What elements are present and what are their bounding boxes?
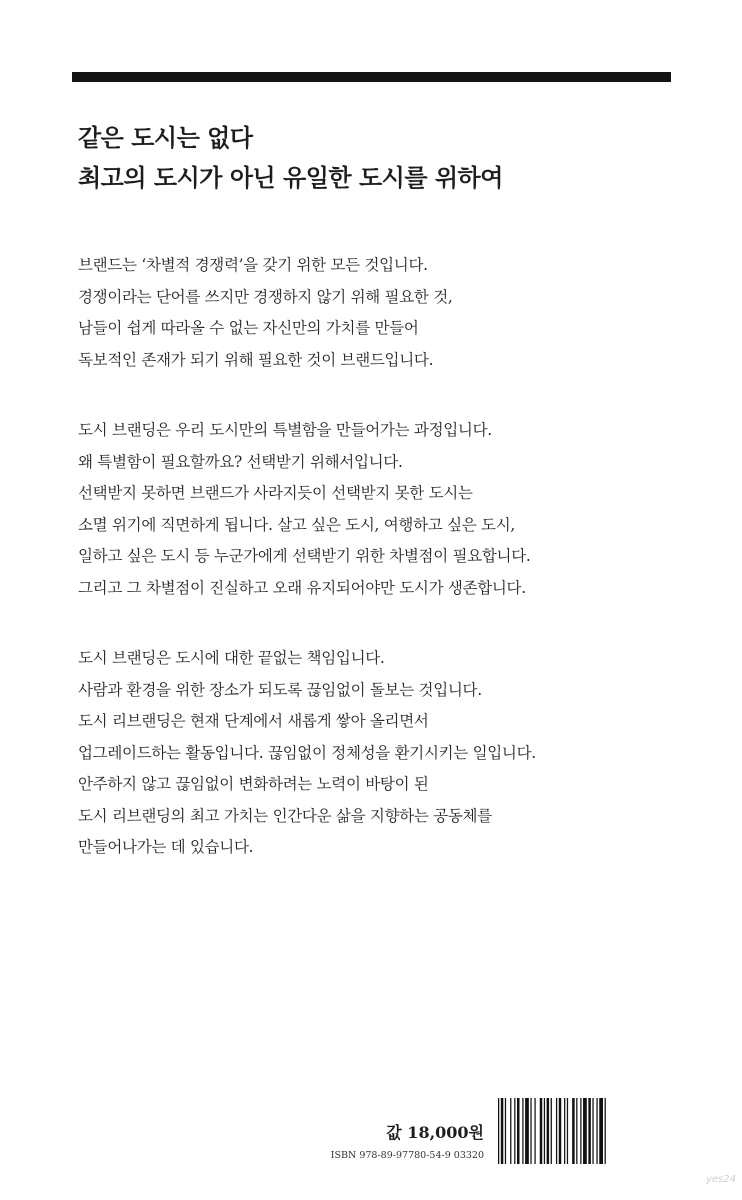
text-line: 도시 리브랜딩은 현재 단계에서 새롭게 쌓아 올리면서 [78,712,429,730]
barcode-bar [588,1098,591,1164]
barcode-bar [572,1098,575,1164]
heading [78,118,678,198]
barcode-bar [596,1098,597,1164]
barcode-bar [576,1098,577,1164]
text-line: 일하고 싶은 도시 등 누군가에게 선택받기 위한 차별점이 필요합니다. [78,547,531,565]
barcode-bar [544,1098,545,1164]
text-line: 왜 특별함이 필요할까요? 선택받기 위해서입니다. [78,452,403,471]
text-line: 업그레이드하는 활동입니다. 끊임없이 정체성을 환기시키는 일입니다. [78,743,536,762]
barcode-bar [514,1098,515,1164]
text-line: 도시 리브랜딩의 최고 가치는 인간다운 삶을 지향하는 공동체를 [78,806,492,825]
barcode-bar [525,1098,529,1164]
barcode-bar [510,1098,511,1164]
top-rule [72,72,671,82]
paragraph-3 [78,643,698,864]
barcode-bar [517,1098,520,1164]
text-line: 소멸 위기에 직면하게 됩니다. 살고 싶은 도시, 여행하고 싶은 도시, [78,515,516,534]
watermark: yes24 [706,1174,737,1185]
barcode-bar [522,1098,523,1164]
barcode-bar [605,1098,606,1164]
text-line: 경쟁이라는 단어를 쓰지만 경쟁하지 않기 위해 필요한 것, [78,287,453,306]
text-line: 독보적인 존재가 되기 위해 필요한 것이 브랜드입니다. [78,350,434,369]
text-line: 그리고 그 차별점이 진실하고 오래 유지되어야만 도시가 생존합니다. [78,578,526,597]
price-label: 값 18,000원 [386,1123,484,1142]
barcode-bar [583,1098,587,1164]
text-line: 사람과 환경을 위한 장소가 되도록 끊임없이 돌보는 것입니다. [78,680,482,699]
text-line: 도시 브랜딩은 우리 도시만의 특별함을 만들어가는 과정입니다. [78,421,492,439]
barcode-bar [556,1098,557,1164]
paragraph-1 [78,250,698,376]
barcode-bar [534,1098,535,1164]
text-line: 도시 브랜딩은 도시에 대한 끝없는 책임입니다. [78,649,385,667]
barcode-bar [564,1098,565,1164]
barcode-bar [599,1098,603,1164]
barcode-bar [505,1098,506,1164]
barcode-bar [592,1098,593,1164]
barcode-bar [530,1098,531,1164]
barcode-bar [559,1098,562,1164]
heading-line-2: 최고의 도시가 아닌 유일한 도시를 위하여 [78,164,503,192]
barcode-bar [580,1098,581,1164]
barcode-bar [547,1098,550,1164]
text-line: 만들어나가는 데 있습니다. [78,838,254,856]
barcode-bar [501,1098,504,1164]
barcode-bar [551,1098,552,1164]
text-line: 선택받지 못하면 브랜드가 사라지듯이 선택받지 못한 도시는 [78,484,473,502]
barcode-bar [498,1098,499,1164]
barcode-bar [567,1098,568,1164]
text-line: 남들이 쉽게 따라올 수 없는 자신만의 가치를 만들어 [78,319,419,337]
paragraph-2 [78,415,698,604]
barcode-bar [540,1098,543,1164]
heading-line-1: 같은 도시는 없다 [78,124,253,152]
text-line: 브랜드는 ‘차별적 경쟁력’을 갖기 위한 모든 것입니다. [78,256,428,274]
isbn-label: ISBN 978-89-97780-54-9 03320 [330,1150,484,1161]
barcode-icon [497,1098,669,1164]
text-line: 안주하지 않고 끊임없이 변화하려는 노력이 바탕이 된 [78,775,429,793]
